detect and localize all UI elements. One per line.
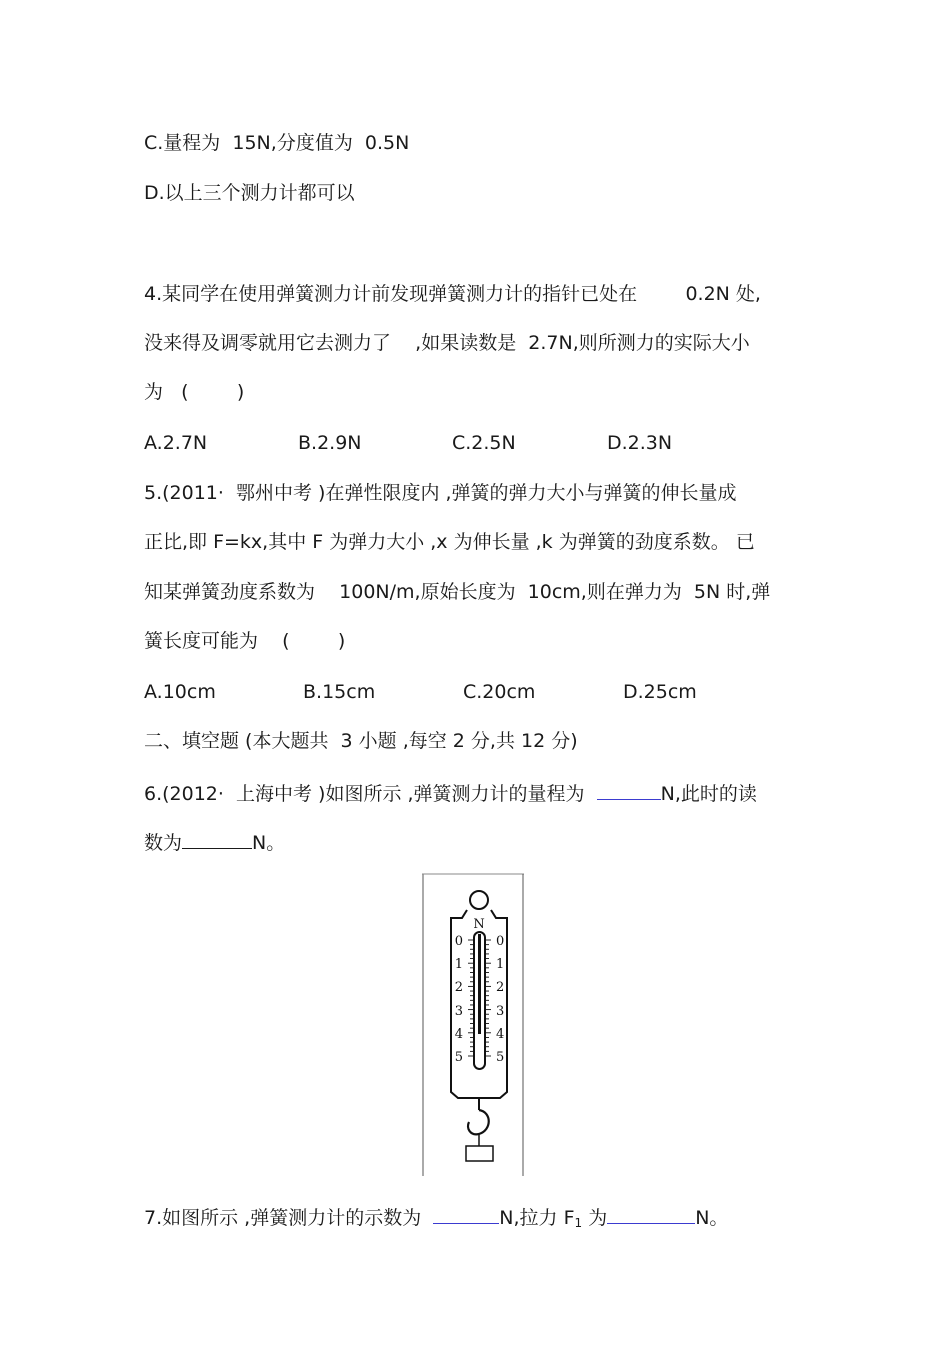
- q3-option-d: D.以上三个测力计都可以: [144, 182, 355, 204]
- q5-line-4: 簧长度可能为 ( ): [144, 630, 346, 652]
- q4-line-1: 4.某同学在使用弹簧测力计前发现弹簧测力计的指针已处在 0.2N 处,: [144, 283, 761, 305]
- scale-left-5: 5: [454, 1050, 463, 1065]
- q7-line: [144, 1205, 728, 1235]
- q6-line-2: [144, 830, 285, 855]
- scale-right-5: 5: [496, 1050, 505, 1065]
- q4-option-d: D.2.3N: [607, 432, 673, 454]
- q7-blank-reading[interactable]: [433, 1205, 499, 1224]
- q4-line-3: 为 ( ): [144, 381, 245, 403]
- scale-left-3: 3: [454, 1004, 463, 1019]
- q6-text-3: 数为: [144, 832, 183, 854]
- q4-line-2: 没来得及调零就用它去测力了 ,如果读数是 2.7N,则所测力的实际大小: [144, 332, 750, 354]
- scale-left-1: 1: [454, 957, 463, 972]
- spring-scale-drawing: [422, 872, 525, 1177]
- q6-text-2: N,此时的读: [660, 783, 757, 805]
- scale-right-1: 1: [496, 957, 505, 972]
- q5-option-d: D.25cm: [623, 681, 697, 703]
- q7-subscript: 1: [574, 1216, 583, 1230]
- hook: [468, 1110, 489, 1134]
- q5-line-2: 正比,即 F=kx,其中 F 为弹力大小 ,x 为伸长量 ,k 为弹簧的劲度系数。 已: [144, 531, 755, 553]
- q4-option-a: A.2.7N: [144, 432, 208, 454]
- q4-option-b: B.2.9N: [298, 432, 362, 454]
- scale-unit-label: N: [473, 917, 485, 932]
- q5-option-b: B.15cm: [303, 681, 376, 703]
- scale-left-0: 0: [454, 934, 463, 949]
- top-ring: [470, 891, 488, 909]
- hanging-weight: [466, 1146, 493, 1161]
- q7-text-4: N。: [695, 1207, 729, 1229]
- q5-option-c: C.20cm: [463, 681, 536, 703]
- scale-right-4: 4: [496, 1027, 505, 1042]
- q5-line-3: 知某弹簧劲度系数为 100N/m,原始长度为 10cm,则在弹力为 5N 时,弹: [144, 581, 771, 603]
- scale-numbers-left: [455, 934, 463, 1065]
- scale-left-4: 4: [454, 1027, 463, 1042]
- scale-numbers-right: [496, 934, 504, 1065]
- scale-right-2: 2: [496, 980, 505, 995]
- q3-option-c: C.量程为 15N,分度值为 0.5N: [144, 132, 410, 154]
- q7-text-3: 为: [582, 1207, 608, 1229]
- spring-scale-figure: [422, 872, 525, 1177]
- q6-line-1: [144, 781, 757, 806]
- scale-right-0: 0: [496, 934, 505, 949]
- q6-text-4: N。: [252, 832, 286, 854]
- q7-text-2: N,拉力 F: [499, 1207, 575, 1229]
- q7-blank-force[interactable]: [607, 1205, 695, 1224]
- q5-line-1: 5.(2011· 鄂州中考 )在弹性限度内 ,弹簧的弹力大小与弹簧的伸长量成: [144, 482, 737, 504]
- q6-text-1: 6.(2012· 上海中考 )如图所示 ,弹簧测力计的量程为: [144, 783, 597, 805]
- section-heading-fill-in: 二、填空题 (本大题共 3 小题 ,每空 2 分,共 12 分): [144, 730, 578, 752]
- q7-text-1: 7.如图所示 ,弹簧测力计的示数为: [144, 1207, 434, 1229]
- q4-option-c: C.2.5N: [452, 432, 516, 454]
- q6-blank-range[interactable]: [597, 781, 661, 800]
- q5-option-a: A.10cm: [144, 681, 216, 703]
- scale-right-3: 3: [496, 1004, 505, 1019]
- scale-left-2: 2: [454, 980, 463, 995]
- q6-blank-reading[interactable]: [182, 830, 252, 849]
